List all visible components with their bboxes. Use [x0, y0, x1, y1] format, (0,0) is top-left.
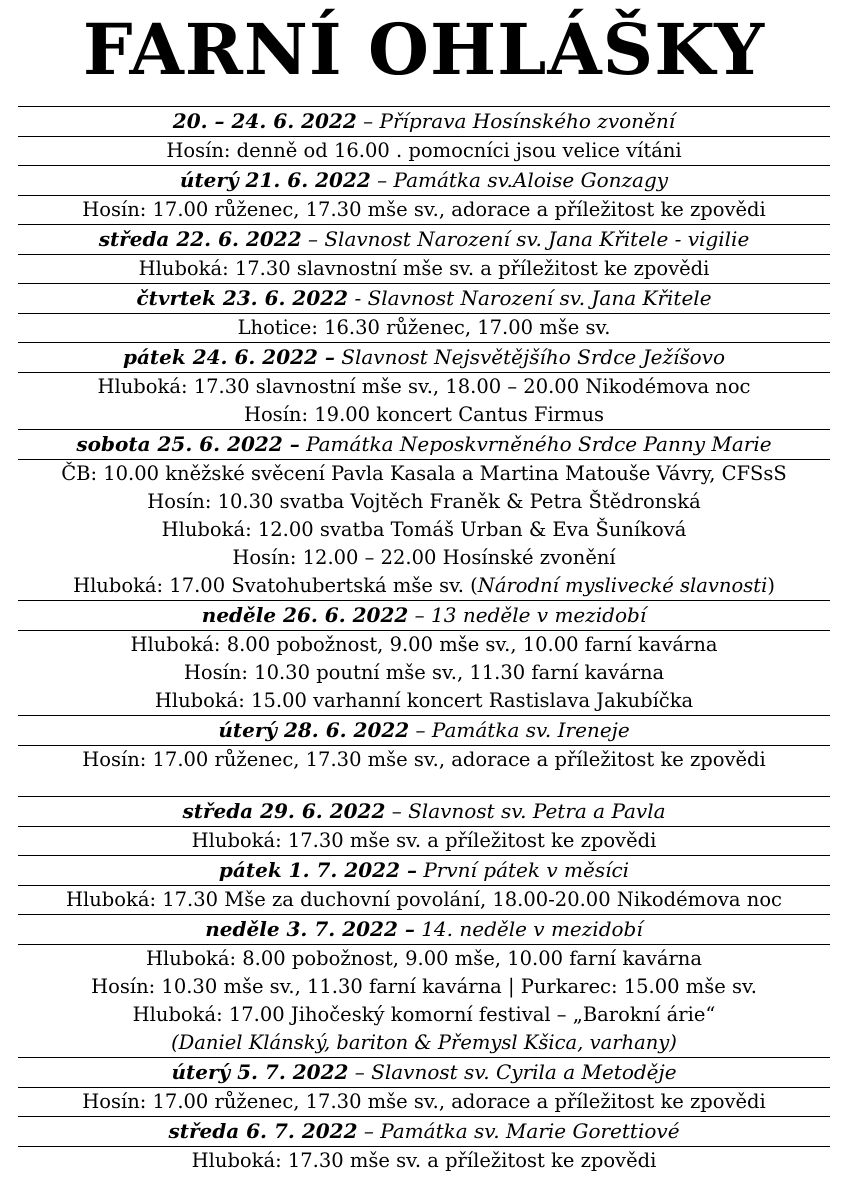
section-name: Slavnost sv. Cyrila a Metoděje: [371, 1060, 677, 1084]
section-heading: [18, 107, 830, 137]
detail-line: Hosín: 17.00 růženec, 17.30 mše sv., adorace a příležitost ke zpovědi: [82, 748, 766, 771]
detail-line: Hluboká: 17.30 slavnostní mše sv. a příležitost ke zpovědi: [138, 257, 710, 280]
section-details: [18, 255, 830, 284]
detail-line: Hluboká: 15.00 varhanní koncert Rastislava Jakubíčka: [154, 689, 694, 712]
section-date: středa 29. 6. 2022: [182, 799, 386, 823]
detail-line: Hosín: 12.00 – 22.00 Hosínské zvonění: [232, 546, 616, 569]
section-separator: –: [370, 168, 394, 192]
section-name: Slavnost sv. Petra a Pavla: [408, 799, 666, 823]
section-name: Příprava Hosínského zvonění: [379, 109, 676, 133]
section-separator: –: [357, 1119, 381, 1143]
detail-line: Hluboká: 12.00 svatba Tomáš Urban & Eva Šuníková: [161, 518, 687, 541]
section-date: 20. – 24. 6. 2022: [172, 109, 357, 133]
spacer: [18, 774, 830, 796]
section-heading: [18, 1058, 830, 1088]
section-details: [18, 1088, 830, 1117]
section-name: 13 neděle v mezidobí: [431, 603, 647, 627]
section-heading: [18, 343, 830, 373]
detail-line: Hosín: 19.00 koncert Cantus Firmus: [243, 403, 605, 426]
section-name: První pátek v měsíci: [423, 858, 630, 882]
detail-line: Lhotice: 16.30 růženec, 17.00 mše sv.: [237, 316, 611, 339]
detail-line: ČB: 10.00 kněžské svěcení Pavla Kasala a Martina Matouše Vávry, CFSsS: [61, 462, 787, 485]
section-name: Památka sv.Aloise Gonzagy: [393, 168, 669, 192]
section-date: sobota 25. 6. 2022 –: [76, 432, 300, 456]
section-heading: [18, 601, 830, 631]
section-date: úterý 5. 7. 2022: [171, 1060, 349, 1084]
section-separator: -: [348, 286, 368, 310]
section-separator: –: [385, 799, 409, 823]
section-details: [18, 631, 830, 716]
detail-line: Hosín: 10.30 svatba Vojtěch Franěk & Petra Štědronská: [147, 490, 701, 513]
section-details: [18, 1147, 830, 1175]
section-details: [18, 886, 830, 915]
section-separator: –: [409, 718, 432, 742]
section-details: [18, 196, 830, 225]
section-separator: –: [301, 227, 325, 251]
page-title: FARNÍ OHLÁŠKY: [18, 0, 830, 107]
section-name: Slavnost Nejsvětějšího Srdce Ježíšovo: [341, 345, 726, 369]
section-heading: [18, 284, 830, 314]
section-date: úterý 28. 6. 2022: [218, 718, 410, 742]
section-date: středa 22. 6. 2022: [98, 227, 302, 251]
section-details: [18, 137, 830, 166]
section-separator: –: [348, 1060, 372, 1084]
section-name: Slavnost Narození sv. Jana Křitele - vigilie: [324, 227, 750, 251]
section-separator: –: [356, 109, 380, 133]
section-heading: [18, 915, 830, 945]
detail-line: Hosín: 10.30 mše sv., 11.30 farní kavárna | Purkarec: 15.00 mše sv.: [91, 975, 757, 998]
section-name: 14. neděle v mezidobí: [421, 917, 643, 941]
section-details: [18, 827, 830, 856]
announcements-list: [18, 107, 830, 1175]
detail-line: Hluboká: 17.00 Svatohubertská mše sv. (Národní myslivecké slavnosti): [73, 574, 775, 597]
section-date: neděle 3. 7. 2022 –: [205, 917, 415, 941]
detail-line-italic: (Daniel Klánský, bariton & Přemysl Kšica, varhany): [171, 1031, 677, 1054]
section-name: Památka sv. Marie Gorettiové: [380, 1119, 680, 1143]
section-date: neděle 26. 6. 2022: [201, 603, 409, 627]
section-details: [18, 314, 830, 343]
section-heading: [18, 166, 830, 196]
section-heading: [18, 856, 830, 886]
detail-line: Hluboká: 8.00 pobožnost, 9.00 mše, 10.00 farní kavárna: [146, 947, 702, 970]
section-date: čtvrtek 23. 6. 2022: [136, 286, 349, 310]
section-details: [18, 373, 830, 430]
detail-line: Hluboká: 17.30 mše sv. a příležitost ke zpovědi: [191, 829, 657, 852]
section-heading: [18, 716, 830, 746]
detail-line: Hosín: 10.30 poutní mše sv., 11.30 farní kavárna: [183, 661, 665, 684]
section-details: [18, 460, 830, 601]
section-separator: –: [408, 603, 432, 627]
detail-line: Hosín: denně od 16.00 . pomocníci jsou velice vítáni: [166, 139, 682, 162]
section-name: Památka sv. Ireneje: [431, 718, 630, 742]
detail-line: Hosín: 17.00 růženec, 17.30 mše sv., adorace a příležitost ke zpovědi: [82, 1090, 766, 1113]
section-heading: [18, 430, 830, 460]
detail-line: Hosín: 17.00 růženec, 17.30 mše sv., adorace a příležitost ke zpovědi: [82, 198, 766, 221]
detail-line: Hluboká: 17.30 slavnostní mše sv., 18.00 – 20.00 Nikodémova noc: [97, 375, 751, 398]
section-details: [18, 945, 830, 1058]
detail-line: Hluboká: 8.00 pobožnost, 9.00 mše sv., 10.00 farní kavárna: [130, 633, 718, 656]
detail-line: Hluboká: 17.30 Mše za duchovní povolání, 18.00-20.00 Nikodémova noc: [66, 888, 782, 911]
section-date: pátek 24. 6. 2022 –: [122, 345, 335, 369]
section-name: Památka Neposkvrněného Srdce Panny Marie: [306, 432, 772, 456]
section-date: pátek 1. 7. 2022 –: [218, 858, 417, 882]
detail-line: Hluboká: 17.30 mše sv. a příležitost ke zpovědi: [191, 1149, 657, 1172]
section-heading: [18, 1117, 830, 1147]
detail-line: Hluboká: 17.00 Jihočeský komorní festival – „Barokní árie“: [132, 1003, 716, 1026]
section-date: úterý 21. 6. 2022: [179, 168, 371, 192]
section-details: [18, 746, 830, 797]
section-name: Slavnost Narození sv. Jana Křitele: [367, 286, 712, 310]
section-heading: [18, 225, 830, 255]
section-heading: [18, 797, 830, 827]
section-date: středa 6. 7. 2022: [168, 1119, 358, 1143]
